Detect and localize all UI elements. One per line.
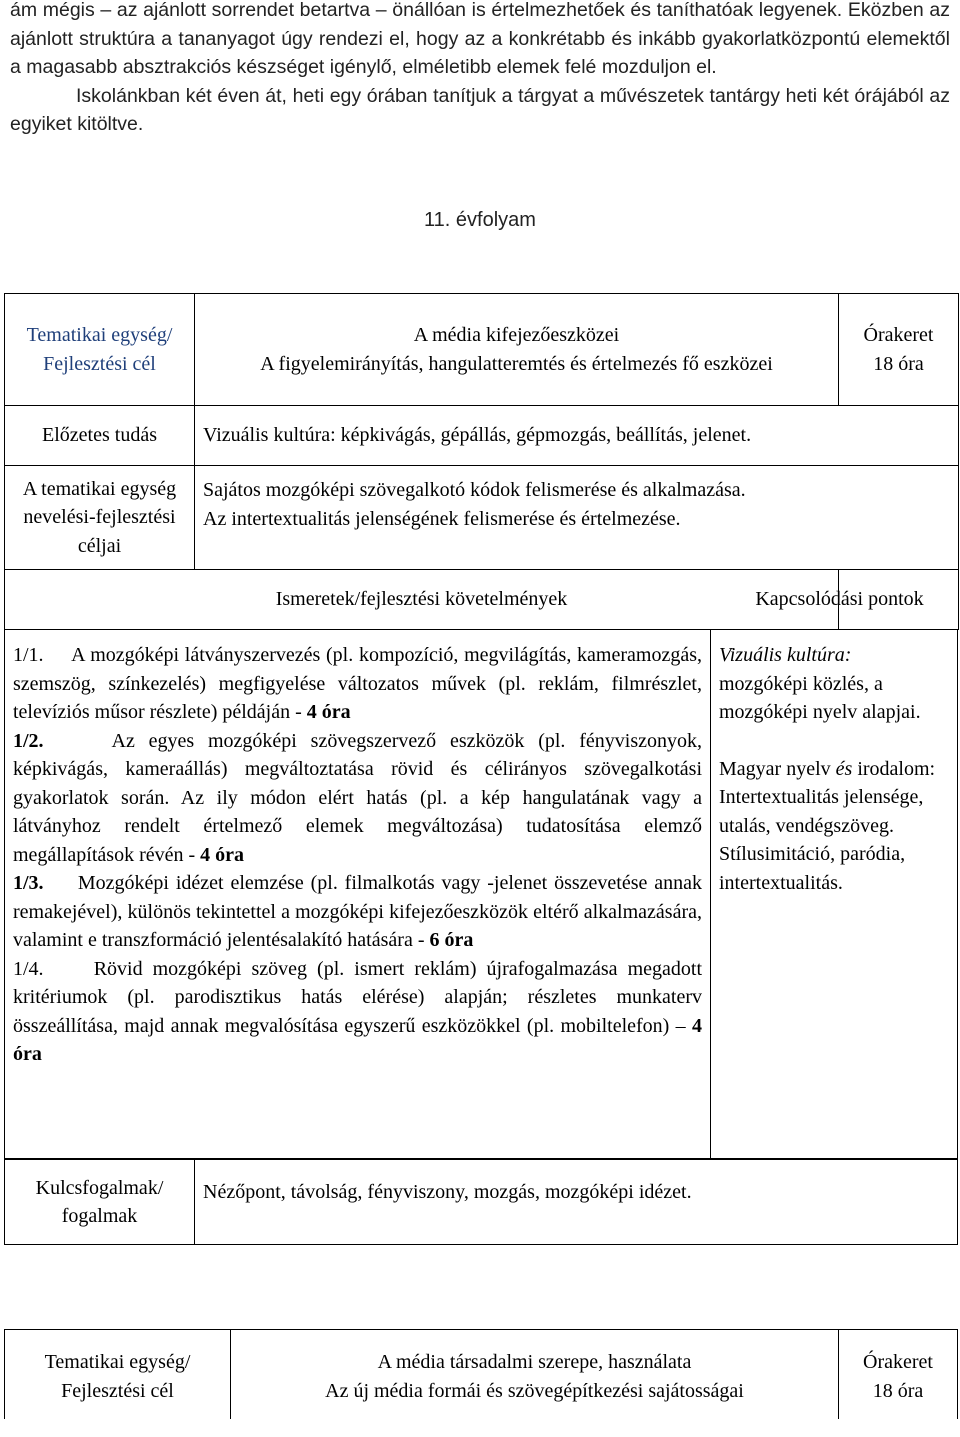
unit2-hours-cell <box>839 1330 957 1437</box>
key-concepts-text-cell <box>195 1160 957 1207</box>
unit2-title-line1: A média társadalmi szerepe, használata <box>377 1351 692 1373</box>
requirement-item-1: 1/1. A mozgóképi látványszervezés (pl. kompozíció, megvilágítás, kameramozgás, szemszög, színkezelés) megfigyelése változatos művek (pl. reklám, filmrészlet, televíziós műsor részlete) példáján - 4 óra <box>13 644 702 723</box>
connections-column <box>711 629 959 1158</box>
key-concepts-row <box>4 1159 958 1245</box>
connection-2: Magyar nyelv és irodalom: Intertextualitás jelensége, utalás, vendégszöveg. Stílusimitáció, paródia, intertextualitás. <box>719 757 936 894</box>
goals-label: A tematikai egység nevelési-fejlesztési céljai <box>22 477 177 557</box>
unit2-title-cell <box>231 1330 839 1419</box>
intro-paragraph-1: ám mégis – az ajánlott sorrendet betartva – önállóan is értelmezhetőek és taníthatóak legyenek. Eközben az ajánlott struktúra a tananyagot úgy rendezi el, hogy az a konkrétabb és inkább gyakorlatközpontú elemektől a magasabb absztrakciós készséget igénylő, elméletibb elemek felé mozduljon el. <box>10 0 950 78</box>
hours-label: Órakeret <box>863 324 934 346</box>
unit-label-cell <box>5 294 195 406</box>
prior-label-cell <box>5 406 195 466</box>
key-concepts-text: Nézőpont, távolság, fényviszony, mozgás, mozgóképi idézet. <box>203 1181 692 1203</box>
unit-title-line2: A figyelemirányítás, hangulatteremtés és értelmezés fő eszközei <box>260 352 773 375</box>
content-block <box>4 629 958 1159</box>
connection-1: Vizuális kultúra: mozgóképi közlés, a mozgóképi nyelv alapjai. <box>719 644 921 723</box>
unit2-label-cell <box>5 1330 231 1419</box>
unit2-title-line2: Az új média formái és szövegépítkezési sajátosságai <box>325 1379 744 1402</box>
unit-label: Tematikai egység/ Fejlesztési cél <box>26 324 173 375</box>
connections-header: Kapcsolódási pontok <box>755 588 924 611</box>
prior-label: Előzetes tudás <box>42 424 157 447</box>
goals-label-cell <box>5 466 195 570</box>
hours-value: 18 óra <box>873 352 924 375</box>
unit-table-2 <box>4 1329 958 1419</box>
unit-title-line1: A média kifejezőeszközei <box>413 324 620 346</box>
requirements-header-cell <box>5 570 839 630</box>
prior-text: Vizuális kultúra: képkivágás, gépállás, gépmozgás, beállítás, jelenet. <box>203 424 752 447</box>
key-concepts-label: Kulcsfogalmak/ fogalmak <box>35 1176 164 1227</box>
unit2-label: Tematikai egység/ Fejlesztési cél <box>44 1351 191 1402</box>
requirement-item-4: 1/4. Rövid mozgóképi szöveg (pl. ismert reklám) újrafogalmazása megadott kritériumok (pl. parodisztikus hatás elérése) alapján; részletes munkaterv összeállítása, majd annak megvalósítása egyszerű eszközökkel (pl. mobiltelefon) – 4 óra <box>13 957 703 1065</box>
requirements-column <box>5 629 711 1158</box>
key-concepts-label-cell <box>5 1160 195 1244</box>
grade-heading: 11. évfolyam <box>424 209 536 231</box>
unit-table-1 <box>4 293 959 630</box>
unit2-hours-label: Órakeret <box>863 1351 933 1373</box>
goals-text-cell <box>195 466 959 570</box>
requirements-header: Ismeretek/fejlesztési követelmények <box>275 588 568 611</box>
intro-text <box>10 0 950 139</box>
hours-cell <box>839 294 959 406</box>
goals-line2: Az intertextualitás jelenségének felismerése és értelmezése. <box>203 507 681 530</box>
goals-line1: Sajátos mozgóképi szövegalkotó kódok felismerése és alkalmazása. <box>203 479 746 501</box>
prior-text-cell <box>195 406 959 466</box>
connections-header-cell <box>755 570 959 630</box>
requirement-item-2: 1/2. Az egyes mozgóképi szövegszervező eszközök (pl. fényviszonyok, képkivágás, kameraállás) megváltoztatása rövid és célirányos szövegalkotási gyakorlatok során. Az ily módon elért hatás (pl. a kép hangulatának vagy a látványhoz rendelt értelmező elemek megváltozása) tudatosítása elemző megállapítások révén - 4 óra <box>13 729 702 866</box>
intro-paragraph-2: Iskolánkban két éven át, heti egy órában tanítjuk a tárgyat a művészetek tantárgy heti két órájából az egyiket kitöltve. <box>10 84 950 135</box>
unit-title-cell <box>195 294 839 406</box>
requirement-item-3: 1/3. Mozgóképi idézet elemzése (pl. filmalkotás vagy -jelenet összevetése annak remakejével), különös tekintettel a mozgóképi kifejezőeszközök eltérő alkalmazására, valamint e transzformáció jelentésalakító hatására - 6 óra <box>13 872 703 951</box>
unit2-hours-value: 18 óra <box>872 1379 924 1402</box>
